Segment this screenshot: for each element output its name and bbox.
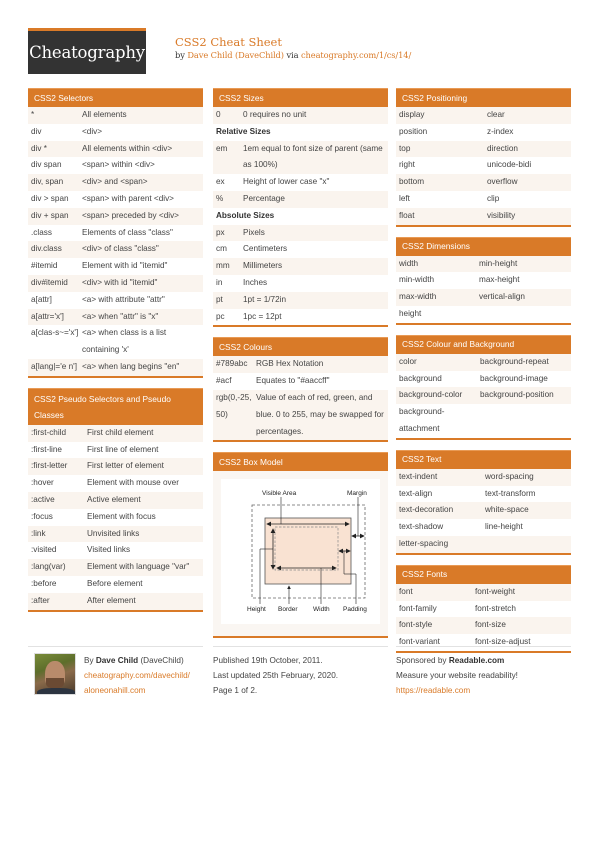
row-key: rgb(0,-25,50) bbox=[216, 392, 252, 419]
row-value: min-height bbox=[479, 258, 518, 268]
row-key: :hover bbox=[31, 478, 54, 488]
page-number: Page 1 of 2. bbox=[213, 686, 258, 696]
sponsor-prefix: Sponsored by bbox=[396, 656, 449, 665]
row-value: <div> of class "class" bbox=[82, 244, 159, 254]
byline-via: via bbox=[283, 50, 301, 60]
row-value: clear bbox=[487, 110, 505, 119]
column-1 bbox=[28, 88, 203, 622]
label-margin: Margin bbox=[347, 490, 367, 498]
table-row bbox=[396, 601, 571, 618]
table-row bbox=[396, 289, 571, 306]
table-row bbox=[396, 584, 571, 601]
row-key: text-indent bbox=[399, 471, 438, 481]
table-row bbox=[28, 141, 203, 158]
avatar-shirt bbox=[37, 688, 75, 695]
author-profile-link[interactable]: cheatography.com/davechild/ bbox=[84, 671, 190, 681]
row-value: font-weight bbox=[475, 586, 516, 596]
row-value: white-space bbox=[485, 505, 529, 515]
row-value: direction bbox=[487, 143, 518, 153]
row-value: <span> within <div> bbox=[82, 160, 155, 170]
row-value: Value of each of red, green, and blue. 0 to 255, may be swapped for percentages. bbox=[256, 392, 384, 436]
title-block bbox=[175, 36, 411, 61]
table-row bbox=[213, 174, 388, 191]
byline bbox=[175, 49, 411, 61]
row-value: font-size bbox=[475, 620, 506, 630]
table-row bbox=[396, 157, 571, 174]
column-2 bbox=[213, 88, 388, 648]
page-header bbox=[28, 28, 588, 74]
table-row bbox=[28, 458, 203, 475]
row-value: 1pc = 12pt bbox=[243, 311, 282, 321]
author-link[interactable]: Dave Child (DaveChild) bbox=[187, 50, 284, 60]
row-value: Equates to "#aaccff" bbox=[256, 376, 330, 386]
row-key: float bbox=[399, 210, 415, 220]
row-value: All elements bbox=[82, 110, 127, 119]
section-title: CSS2 Positioning bbox=[396, 88, 571, 107]
row-key: max-width bbox=[399, 292, 437, 302]
table-row bbox=[396, 617, 571, 634]
table-row bbox=[28, 191, 203, 208]
label-width: Width bbox=[313, 606, 330, 614]
row-value: After element bbox=[87, 595, 136, 605]
subheading: Absolute Sizes bbox=[216, 210, 275, 220]
row-value: Unvisited links bbox=[87, 528, 140, 538]
row-value: Percentage bbox=[243, 193, 285, 203]
subheading: Relative Sizes bbox=[216, 126, 271, 136]
row-value: Element with id "itemid" bbox=[82, 261, 168, 271]
table-row bbox=[396, 354, 571, 371]
table-row bbox=[28, 275, 203, 292]
author-text bbox=[84, 653, 203, 699]
row-key: in bbox=[216, 277, 223, 287]
row-value: Height of lower case "x" bbox=[243, 177, 330, 187]
author-avatar[interactable] bbox=[34, 653, 76, 695]
row-key: font-style bbox=[399, 620, 433, 630]
row-key: position bbox=[399, 126, 428, 136]
published-date: Published 19th October, 2011. bbox=[213, 656, 323, 665]
row-key: em bbox=[216, 143, 228, 153]
author-line bbox=[84, 653, 203, 668]
section-colours bbox=[213, 337, 388, 442]
table-row bbox=[396, 174, 571, 191]
row-key: a[lang|='e n'] bbox=[31, 361, 77, 371]
section-box-model bbox=[213, 452, 388, 638]
row-key: cm bbox=[216, 244, 227, 254]
table-row bbox=[213, 258, 388, 275]
table-row bbox=[213, 225, 388, 242]
row-value: unicode-bidi bbox=[487, 160, 532, 170]
author-site-link[interactable]: aloneonahill.com bbox=[84, 686, 146, 696]
table-row bbox=[213, 275, 388, 292]
byline-prefix: by bbox=[175, 50, 188, 60]
row-key: .class bbox=[31, 227, 52, 237]
row-value: All elements within <div> bbox=[82, 143, 173, 153]
rows bbox=[396, 107, 571, 225]
table-row bbox=[396, 306, 571, 323]
label-border: Border bbox=[278, 606, 298, 614]
table-row bbox=[396, 502, 571, 519]
row-value: Centimeters bbox=[243, 244, 288, 254]
rows bbox=[396, 469, 571, 553]
box-model-diagram bbox=[221, 479, 380, 624]
row-key: bottom bbox=[399, 177, 425, 187]
table-row bbox=[396, 486, 571, 503]
row-value: clip bbox=[487, 193, 500, 203]
section-fonts bbox=[396, 565, 571, 653]
table-row bbox=[396, 519, 571, 536]
section-selectors bbox=[28, 88, 203, 378]
row-key: font-variant bbox=[399, 637, 440, 647]
row-key: div span bbox=[31, 160, 62, 170]
table-row bbox=[213, 309, 388, 326]
table-row bbox=[396, 256, 571, 273]
table-row bbox=[213, 390, 388, 440]
sponsor-line bbox=[396, 653, 571, 668]
row-key: :lang(var) bbox=[31, 562, 66, 572]
rows bbox=[213, 356, 388, 440]
row-key: div, span bbox=[31, 177, 64, 187]
row-key: ex bbox=[216, 177, 225, 187]
row-key: #acf bbox=[216, 376, 232, 386]
table-row bbox=[213, 107, 388, 124]
row-value: Element with focus bbox=[87, 511, 156, 521]
table-row bbox=[213, 356, 388, 373]
section-text bbox=[396, 450, 571, 555]
row-value: font-stretch bbox=[475, 603, 516, 613]
row-key: :link bbox=[31, 528, 46, 538]
row-key: div > span bbox=[31, 193, 69, 203]
box-model-wrap bbox=[213, 471, 388, 636]
table-row bbox=[28, 359, 203, 376]
table-row bbox=[28, 526, 203, 543]
row-key: :before bbox=[31, 578, 57, 588]
section-title: CSS2 Dimensions bbox=[396, 237, 571, 256]
row-value: line-height bbox=[485, 522, 523, 532]
table-row bbox=[28, 559, 203, 576]
row-value: 1em equal to font size of parent (same as 100%) bbox=[243, 143, 383, 170]
sponsor-link[interactable]: https://readable.com bbox=[396, 686, 471, 696]
rows bbox=[213, 107, 388, 325]
row-key: * bbox=[31, 110, 35, 119]
table-row bbox=[396, 272, 571, 289]
table-row bbox=[28, 593, 203, 610]
table-row bbox=[213, 373, 388, 390]
row-key: div.class bbox=[31, 244, 62, 254]
section-pseudo-selectors bbox=[28, 388, 203, 612]
sponsor-tagline: Measure your website readability! bbox=[396, 671, 518, 681]
row-key: a[clas-s~='x'] bbox=[31, 328, 79, 338]
row-value: background-image bbox=[480, 373, 548, 383]
footer-sponsor bbox=[396, 646, 571, 699]
row-key: div bbox=[31, 126, 42, 136]
row-key: mm bbox=[216, 261, 230, 271]
table-row bbox=[28, 425, 203, 442]
cheatography-logo[interactable]: Cheatography bbox=[28, 28, 146, 74]
row-value: Active element bbox=[87, 494, 141, 504]
rows bbox=[28, 107, 203, 376]
row-key: px bbox=[216, 227, 225, 237]
section-title: CSS2 Colour and Background bbox=[396, 335, 571, 354]
row-key: #789abc bbox=[216, 359, 248, 369]
row-key: background bbox=[399, 373, 442, 383]
row-key: :first-line bbox=[31, 444, 62, 454]
table-row bbox=[28, 542, 203, 559]
row-value: 1pt = 1/72in bbox=[243, 294, 287, 304]
row-value: 0 requires no unit bbox=[243, 110, 307, 119]
row-value: <a> when "attr" is "x" bbox=[82, 311, 159, 321]
row-value: <a> with attribute "attr" bbox=[82, 294, 165, 304]
row-key: top bbox=[399, 143, 411, 153]
updated-date: Last updated 25th February, 2020. bbox=[213, 671, 339, 681]
row-value: Inches bbox=[243, 277, 268, 287]
table-row bbox=[213, 141, 388, 175]
table-row bbox=[28, 292, 203, 309]
row-key: :first-letter bbox=[31, 461, 68, 471]
table-row bbox=[396, 107, 571, 124]
section-title: CSS2 Selectors bbox=[28, 88, 203, 107]
table-row bbox=[28, 576, 203, 593]
row-value: font-size-adjust bbox=[475, 637, 531, 647]
row-value: First line of element bbox=[87, 444, 159, 454]
label-padding: Padding bbox=[343, 606, 367, 614]
table-row bbox=[28, 241, 203, 258]
row-key: background-attachment bbox=[399, 407, 445, 433]
rows bbox=[28, 425, 203, 610]
row-value: <span> with parent <div> bbox=[82, 193, 174, 203]
row-key: color bbox=[399, 356, 417, 366]
rows bbox=[396, 584, 571, 651]
row-value: background-repeat bbox=[480, 356, 549, 366]
row-key: text-shadow bbox=[399, 522, 444, 532]
table-row bbox=[28, 124, 203, 141]
author-by: By bbox=[84, 656, 96, 665]
table-row bbox=[396, 404, 571, 438]
row-key: a[attr] bbox=[31, 294, 52, 304]
rows bbox=[396, 256, 571, 323]
table-row bbox=[28, 208, 203, 225]
row-value: Element with language "var" bbox=[87, 562, 190, 572]
row-value: <div> bbox=[82, 126, 103, 136]
label-visible-area: Visible Area bbox=[262, 490, 297, 498]
footer-meta bbox=[213, 646, 388, 699]
row-key: height bbox=[399, 308, 422, 318]
row-key: letter-spacing bbox=[399, 538, 449, 548]
label-height: Height bbox=[247, 606, 266, 614]
row-value: <span> preceded by <div> bbox=[82, 210, 179, 220]
row-key: font bbox=[399, 586, 413, 596]
table-row bbox=[213, 292, 388, 309]
row-value: max-height bbox=[479, 275, 520, 285]
row-value: <div> and <span> bbox=[82, 177, 148, 187]
footer-author bbox=[28, 646, 203, 699]
table-row bbox=[396, 141, 571, 158]
section-colour-background bbox=[396, 335, 571, 440]
table-row bbox=[396, 387, 571, 404]
table-row bbox=[28, 442, 203, 459]
table-row bbox=[28, 157, 203, 174]
row-key: pc bbox=[216, 311, 225, 321]
sheet-title: CSS2 Cheat Sheet bbox=[175, 35, 282, 49]
section-positioning bbox=[396, 88, 571, 227]
table-row bbox=[396, 371, 571, 388]
row-key: pt bbox=[216, 294, 223, 304]
row-key: text-align bbox=[399, 488, 433, 498]
row-value: Elements of class "class" bbox=[82, 227, 173, 237]
row-key: text-decoration bbox=[399, 505, 454, 515]
row-value: First child element bbox=[87, 427, 154, 437]
row-value: z-index bbox=[487, 126, 514, 136]
table-row bbox=[213, 191, 388, 208]
rows bbox=[396, 354, 571, 438]
row-key: 0 bbox=[216, 110, 221, 119]
row-value: background-position bbox=[480, 390, 554, 400]
table-row bbox=[396, 469, 571, 486]
row-key: font-family bbox=[399, 603, 437, 613]
author-name: Dave Child bbox=[95, 656, 139, 665]
row-value: overflow bbox=[487, 177, 518, 187]
section-title: CSS2 Fonts bbox=[396, 565, 571, 584]
row-value: <a> when lang begins "en" bbox=[82, 361, 180, 371]
row-value: Millimeters bbox=[243, 261, 283, 271]
table-row bbox=[28, 492, 203, 509]
row-key: min-width bbox=[399, 275, 435, 285]
row-key: div * bbox=[31, 143, 47, 153]
table-row bbox=[28, 309, 203, 326]
section-dimensions bbox=[396, 237, 571, 325]
table-row bbox=[396, 536, 571, 553]
table-row bbox=[213, 241, 388, 258]
row-key: :active bbox=[31, 494, 55, 504]
sponsor-name: Readable.com bbox=[448, 656, 505, 665]
table-row bbox=[28, 258, 203, 275]
row-key: :first-child bbox=[31, 427, 67, 437]
table-row bbox=[28, 325, 203, 359]
row-value: <div> with id "itemid" bbox=[82, 277, 158, 287]
row-key: div + span bbox=[31, 210, 69, 220]
table-row bbox=[28, 225, 203, 242]
row-value: RGB Hex Notation bbox=[256, 359, 324, 369]
row-key: right bbox=[399, 160, 415, 170]
row-key: :focus bbox=[31, 511, 53, 521]
table-row bbox=[28, 509, 203, 526]
row-value: <a> when class is a list containing 'x' bbox=[82, 328, 167, 355]
subheading-row bbox=[213, 208, 388, 225]
row-key: :after bbox=[31, 595, 50, 605]
table-row bbox=[396, 124, 571, 141]
row-value: Before element bbox=[87, 578, 143, 588]
section-title: CSS2 Text bbox=[396, 450, 571, 469]
row-key: display bbox=[399, 110, 425, 119]
subheading-row bbox=[213, 124, 388, 141]
row-value: vertical-align bbox=[479, 292, 525, 302]
row-key: a[attr='x'] bbox=[31, 311, 64, 321]
section-title: CSS2 Pseudo Selectors and Pseudo Classes bbox=[28, 388, 203, 425]
row-value: text-transform bbox=[485, 488, 536, 498]
row-key: % bbox=[216, 193, 224, 203]
section-sizes bbox=[213, 88, 388, 327]
row-key: div#itemid bbox=[31, 277, 68, 287]
section-title: CSS2 Box Model bbox=[213, 452, 388, 471]
column-3 bbox=[396, 88, 571, 663]
row-key: :visited bbox=[31, 545, 57, 555]
author-handle: (DaveChild) bbox=[138, 656, 184, 665]
table-row bbox=[28, 174, 203, 191]
row-key: background-color bbox=[399, 390, 463, 400]
table-row bbox=[396, 191, 571, 208]
row-value: Pixels bbox=[243, 227, 265, 237]
table-row bbox=[396, 208, 571, 225]
row-value: word-spacing bbox=[485, 471, 534, 481]
row-key: left bbox=[399, 193, 410, 203]
row-key: width bbox=[399, 258, 419, 268]
table-row bbox=[28, 475, 203, 492]
row-value: visibility bbox=[487, 210, 516, 220]
row-value: Visited links bbox=[87, 545, 131, 555]
box-model-svg bbox=[221, 479, 380, 624]
row-value: Element with mouse over bbox=[87, 478, 179, 488]
row-value: First letter of element bbox=[87, 461, 164, 471]
section-title: CSS2 Sizes bbox=[213, 88, 388, 107]
row-key: #itemid bbox=[31, 261, 58, 271]
section-title: CSS2 Colours bbox=[213, 337, 388, 356]
sheet-url-link[interactable]: cheatography.com/1/cs/14/ bbox=[300, 50, 412, 60]
table-row bbox=[28, 107, 203, 124]
